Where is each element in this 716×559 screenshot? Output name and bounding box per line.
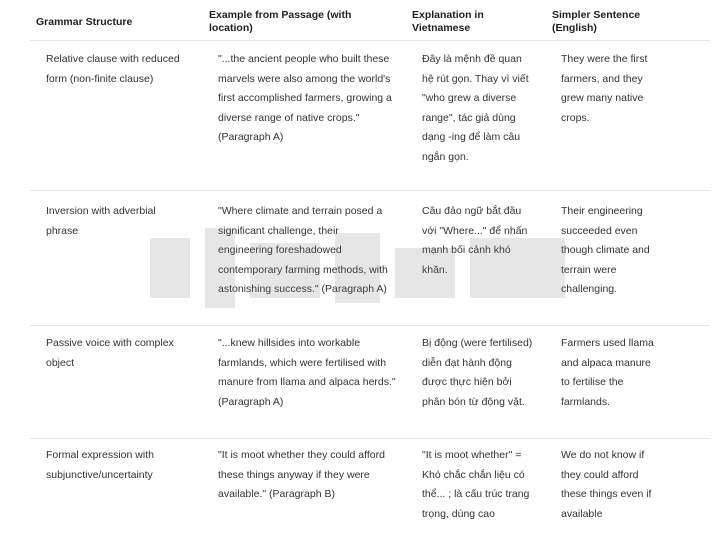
row1-explanation: Đây là mệnh đề quan hệ rút gọn. Thay vì viết "who grew a diverse range", tác giả dùng dạng -ing để làm câu ngắn gọn. — [422, 53, 529, 163]
row2-explanation: Câu đảo ngữ bắt đầu với "Where..." để nhấn mạnh bối cảnh khó khăn. — [422, 205, 528, 276]
row-divider — [30, 190, 710, 191]
row2-example: "Where climate and terrain posed a significant challenge, their engineering foreshadowed contemporary farming methods, with astonishing success." (Paragraph A) — [218, 205, 388, 295]
row1-example: "...the ancient people who built these marvels were also among the world's first accomplished farmers, growing a diverse range of native crops." (Paragraph A) — [218, 53, 392, 143]
row1-simpler: They were the first farmers, and they grew many native crops. — [561, 53, 648, 124]
header-explanation: Explanation in Vietnamese — [412, 9, 484, 34]
row2-structure: Inversion with adverbial phrase — [46, 205, 156, 237]
row1-structure: Relative clause with reduced form (non-finite clause) — [46, 53, 180, 85]
header-simpler-sentence: Simpler Sentence (English) — [552, 9, 641, 34]
header-example: Example from Passage (with location) — [209, 9, 352, 34]
header-divider — [30, 40, 710, 41]
row4-example: "It is moot whether they could afford these things anyway if they were available." (Paragraph B) — [218, 449, 385, 500]
row2-simpler: Their engineering succeeded even though climate and terrain were challenging. — [561, 205, 650, 295]
row3-simpler: Farmers used llama and alpaca manure to fertilise the farmlands. — [561, 337, 654, 408]
row-divider — [30, 438, 710, 439]
row4-explanation: "It is moot whether" = Khó chắc chắn liệu có thể... ; là cấu trúc trang trọng, dùng cao — [422, 449, 530, 520]
row3-structure: Passive voice with complex object — [46, 337, 174, 369]
row4-simpler: We do not know if they could afford these things even if available — [561, 449, 652, 520]
row3-explanation: Bị động (were fertilised) diễn đạt hành động được thực hiện bởi phân bón từ động vật. — [422, 337, 533, 408]
row4-structure: Formal expression with subjunctive/uncertainty — [46, 449, 154, 481]
header-grammar-structure: Grammar Structure — [36, 16, 133, 28]
row-divider — [30, 325, 710, 326]
row3-example: "...knew hillsides into workable farmlands, which were fertilised with manure from llama and alpaca herds." (Paragraph A) — [218, 337, 396, 408]
